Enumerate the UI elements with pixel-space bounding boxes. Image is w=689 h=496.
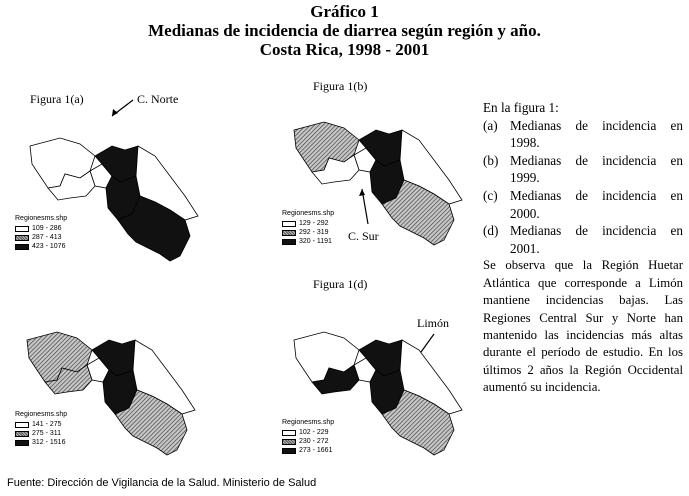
- legend-range: 287 - 413: [32, 234, 62, 241]
- description-item: (b) Medianas de incidencia en 1999.: [483, 152, 683, 186]
- legend-range: 109 - 286: [32, 225, 62, 232]
- legend-title: Regionesms.shp: [282, 419, 335, 426]
- map-label-b: Figura 1(b): [313, 79, 368, 93]
- costa-rica-map-a: [5, 88, 265, 288]
- figure-title: Gráfico 1: [310, 2, 379, 21]
- description-item: (c) Medianas de incidencia en 2000.: [483, 187, 683, 221]
- source-note: Fuente: Dirección de Vigilancia de la Salud. Ministerio de Salud: [7, 477, 317, 489]
- legend-entry: [15, 224, 67, 233]
- legend-entry: [15, 242, 67, 251]
- legend-entry: [282, 428, 334, 437]
- legend-entry: [15, 438, 67, 447]
- legend-range: 141 - 275: [32, 421, 62, 428]
- figure-description: [483, 99, 683, 397]
- legend-range: 275 - 311: [32, 430, 62, 437]
- map-panel-a: [5, 88, 265, 288]
- annotation-c-sur: C. Sur: [348, 229, 379, 243]
- legend-range: 273 - 1661: [299, 447, 333, 454]
- map-panel-c: [5, 290, 265, 490]
- annotation-c-norte: C. Norte: [137, 92, 179, 106]
- costa-rica-map-c: [5, 290, 265, 490]
- arrowhead-icon: [359, 189, 365, 196]
- legend-entry: [15, 429, 67, 438]
- legend-range: 320 - 1191: [299, 238, 332, 245]
- arrowhead-icon: [112, 109, 118, 116]
- description-intro: En la figura 1:: [483, 100, 559, 115]
- legend-entry: [282, 219, 334, 228]
- figure-subtitle-place-years: Costa Rica, 1998 - 2001: [259, 40, 430, 59]
- legend-entry: [282, 228, 334, 237]
- legend-entry: [282, 237, 334, 246]
- legend-entry: [15, 233, 67, 242]
- description-item: (a) Medianas de incidencia en 1998.: [483, 117, 683, 151]
- legend-entry: [15, 420, 67, 429]
- description-observation: Se observa que la Región Huetar Atlántica que corresponde a Limón mantiene incidencias bajas. Las Regiones Central Sur y Norte han mantenido las incidencias más altas durante el período de estudio. En los últimos 2 años la Región Occidental aumentó su incidencia.: [483, 258, 683, 395]
- map-label-d: Figura 1(d): [313, 277, 368, 291]
- map-label-a: Figura 1(a): [30, 92, 84, 106]
- description-item: (d) Medianas de incidencia en 2001.: [483, 223, 683, 256]
- legend-title: Regionesms.shp: [15, 215, 68, 222]
- annotation-limon: Limón: [417, 316, 449, 330]
- legend-range: 129 - 292: [299, 220, 329, 227]
- map-legend-d: [282, 418, 334, 455]
- map-legend-c: [15, 410, 67, 447]
- legend-range: 230 - 272: [299, 438, 329, 445]
- legend-range: 102 - 229: [299, 429, 329, 436]
- figure-subtitle: Medianas de incidencia de diarrea según región y año.: [148, 21, 541, 40]
- map-legend-b: [282, 209, 334, 246]
- legend-entry: [282, 446, 334, 455]
- legend-range: 292 - 319: [299, 229, 329, 236]
- legend-range: 312 - 1516: [32, 439, 66, 446]
- legend-range: 423 - 1076: [32, 243, 66, 250]
- legend-entry: [282, 437, 334, 446]
- legend-title: Regionesms.shp: [15, 411, 68, 418]
- map-legend-a: [15, 214, 67, 251]
- legend-title: Regionesms.shp: [282, 210, 335, 217]
